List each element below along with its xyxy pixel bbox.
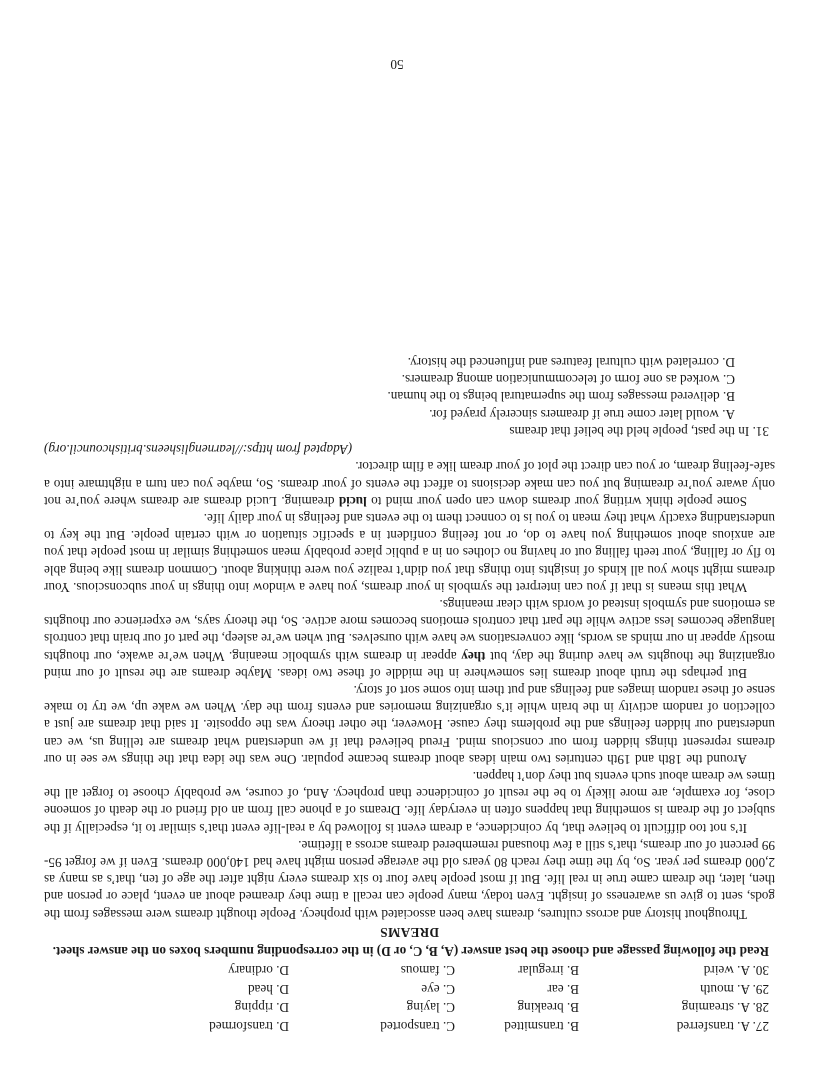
question-row bbox=[44, 1017, 775, 1036]
option-a: 30. A. weird bbox=[703, 963, 769, 979]
passage-paragraph: Around the 18th and 19th centuries two main ideas about dreams became popular. One was the idea that the things we see in our dreams represent things hidden from our conscious mind. Freud believed that if we understand what dreams are telling us, we can understand our hidden feelings and the problems they cause. However, the other theory was the opposite. It said that dreams are just a collection of random activity in the brain while it’s organizing memories and events from the day. When we wake up, we try to make sense of these random images and feelings and put them into some sort of story. bbox=[44, 682, 775, 767]
option-d: D. transformed bbox=[209, 1019, 289, 1034]
option-c: C. transported bbox=[380, 1019, 455, 1034]
answer-option: D. correlated with cultural features and influenced the history. bbox=[407, 355, 735, 371]
question-row bbox=[44, 961, 775, 980]
option-d: D. ripping bbox=[234, 1000, 289, 1016]
option-c: C. laying bbox=[406, 1000, 455, 1016]
option-b: B. breaking bbox=[517, 1000, 579, 1016]
option-d: D. head bbox=[247, 982, 289, 997]
option-d: D. ordinary bbox=[228, 963, 289, 979]
emphasized-word: lucid bbox=[338, 493, 367, 509]
passage-paragraph: What this means is that if you can interpret the symbols in your dreams, you have a window into things in your subconscious. Your dreams might show you all kinds of insights into things that you didn’t realize you were thinking about. Common dreams like being able to fly or falling, your teeth falling out or having no clothes on in a public place probably mean something similar in most people that you are anxious about something you have to do, or not feeling confident in a specific situation or with certain people. But the key to understanding exactly what they mean to you is to connect them to the events and feelings in your daily life. bbox=[44, 510, 775, 595]
page-content bbox=[44, 354, 775, 1035]
question-stem: 31. In the past, people held the belief that dreams bbox=[509, 423, 769, 439]
passage-paragraph: It’s not too difficult to believe that, by coincidence, a dream event is followed by a real-life event that’s similar to it, especially if the subject of the dream is something that happens often in everyday life. Dreams of a phone call from an old friend or the death of someone close, for example, are more likely to be the result of coincidence than prophecy. And, of course, we probably choose to forget all the times we dream about such events but they don’t happen. bbox=[44, 768, 775, 836]
word-options-block bbox=[44, 961, 775, 1035]
option-a: 28. A. streaming bbox=[681, 1000, 769, 1016]
option-b: B. ear bbox=[547, 982, 579, 997]
answer-option: A. would later come true if dreamers sincerely prayed for. bbox=[429, 406, 735, 422]
option-b: B. irregular bbox=[518, 963, 579, 979]
question-31 bbox=[44, 354, 775, 440]
question-row bbox=[44, 980, 775, 999]
option-a: 27. A. transferred bbox=[676, 1019, 769, 1034]
answer-option: C. worked as one form of telecommunication among dreamers. bbox=[401, 372, 735, 388]
answer-option: B. delivered messages from the supernatural beings to the human. bbox=[387, 389, 735, 405]
page-number: 50 bbox=[390, 57, 404, 72]
passage-title: DREAMS bbox=[380, 924, 439, 940]
option-c: C. famous bbox=[400, 963, 455, 979]
option-c: C. eye bbox=[421, 982, 455, 997]
option-a: 29. A. mouth bbox=[700, 982, 769, 997]
emphasized-word: they bbox=[461, 648, 486, 664]
option-b: B. transmitted bbox=[504, 1019, 579, 1034]
instructions: Read the following passage and choose the best answer (A, B, C, or D) in the corresponding numbers boxes on the answer sheet. bbox=[52, 944, 769, 959]
passage-paragraph: Some people think writing your dreams down can open your mind to lucid dreaming. Lucid dreams are dreams where you’re not only aware you’re dreaming but you can make decisions to affect the events of your dreams. So, maybe you can turn a nightmare into a safe-feeling dream, or you can direct the plot of your dream like a film director. bbox=[44, 459, 775, 509]
question-row bbox=[44, 998, 775, 1017]
passage-paragraph: But perhaps the truth about dreams lies somewhere in the middle of these two ideas. Maybe dreams are the result of our mind organizing the thoughts we have during the day, but they appear in dreams with symbolic meaning. When we’re awake, our thoughts mostly appear in our minds as words, like conversations we have with ourselves. But when we’re asleep, the part of our brain that controls language becomes less active while the part that controls emotions becomes more active. So, the theory says, we experience our thoughts as emotions and symbols instead of words with clear meanings. bbox=[43, 596, 775, 681]
source-citation: (Adapted from https://learnenglisheens.britishcouncil.org) bbox=[44, 442, 353, 458]
passage-paragraph: Throughout history and across cultures, dreams have been associated with prophecy. People thought dreams were messages from the gods, sent to give us awareness of insight. Even today, many people can recall a time they dreamed about an event, place or person and then, later, the dream came true in real life. But if most people have four to six dreams every night after the age of ten, that’s as many as 2,000 dreams per year. So, by the time they reach 80 years old the average person might have had 140,000 dreams. Even if we forget 95-99 percent of our dreams, that’s still a few thousand remembered dreams across a lifetime. bbox=[44, 837, 775, 922]
